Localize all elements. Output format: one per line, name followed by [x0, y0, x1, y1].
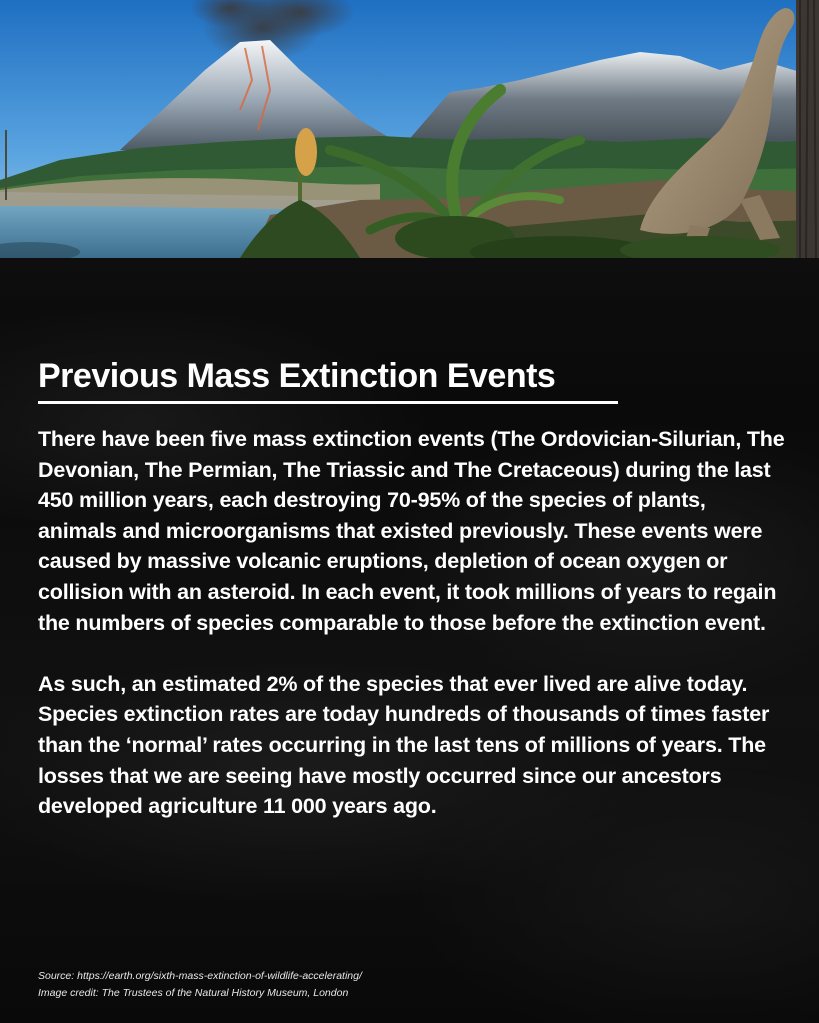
prehistoric-landscape-image — [0, 0, 819, 258]
image-credit-line: Image credit: The Trustees of the Natural History Museum, London — [38, 987, 349, 999]
source-line: Source: https://earth.org/sixth-mass-extinction-of-wildlife-accelerating/ — [38, 970, 362, 982]
paragraph-extinction-events: There have been five mass extinction events (The Ordovician-Silurian, The Devonian, The Permian, The Triassic and The Cretaceous) during the last 450 million years, each destroying 70-95% of the species of plants, animals and microorganisms that existed previously. These events were caused by massive volcanic eruptions, depletion of ocean oxygen or collision with an asteroid. In each event, it took millions of years to regain the numbers of species comparable to those before the extinction event. — [38, 427, 785, 635]
title-underline — [38, 401, 618, 404]
credits-footer — [38, 968, 738, 1002]
landscape-illustration — [0, 0, 819, 258]
page-title: Previous Mass Extinction Events — [38, 357, 556, 395]
paragraph-extinction-rates: As such, an estimated 2% of the species that ever lived are alive today. Species extinction rates are today hundreds of thousands of times faster than the ‘normal’ rates occurring in the last tens of millions of years. The losses that we are seeing have mostly occurred since our ancestors developed agriculture 11 000 years ago. — [38, 671, 770, 819]
article-body — [38, 424, 790, 852]
